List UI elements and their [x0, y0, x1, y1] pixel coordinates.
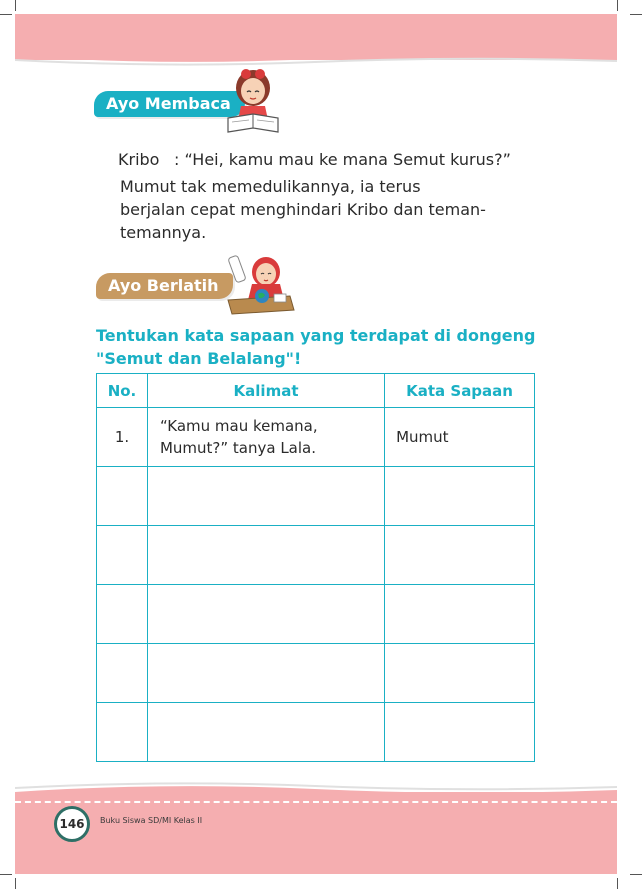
crop-mark — [630, 874, 642, 875]
cell-kalimat[interactable] — [147, 526, 384, 585]
narration-paragraph — [120, 175, 540, 244]
cell-no[interactable] — [97, 526, 148, 585]
cell-no: 1. — [97, 408, 148, 467]
cell-no[interactable] — [97, 644, 148, 703]
crop-mark — [0, 14, 12, 15]
cell-kata-sapaan[interactable] — [385, 585, 535, 644]
footer-band — [15, 792, 617, 874]
dialog-separator: : — [174, 150, 180, 169]
cell-kata-sapaan[interactable] — [385, 703, 535, 762]
ayo-berlatih-label: Ayo Berlatih — [96, 273, 233, 299]
instruction-text — [96, 324, 536, 370]
table-row — [97, 467, 535, 526]
ayo-membaca-label: Ayo Membaca — [94, 91, 245, 117]
greeting-table — [96, 373, 535, 762]
cell-kalimat[interactable] — [147, 644, 384, 703]
cell-kalimat[interactable] — [147, 703, 384, 762]
book-title: Buku Siswa SD/MI Kelas II — [100, 816, 203, 825]
kalimat-line: Mumut?” tanya Lala. — [159, 439, 316, 457]
header-kata-sapaan: Kata Sapaan — [385, 374, 535, 408]
table-row — [97, 526, 535, 585]
table-row — [97, 585, 535, 644]
cell-kata-sapaan[interactable] — [385, 526, 535, 585]
crop-mark — [617, 878, 618, 889]
cell-kalimat[interactable] — [147, 467, 384, 526]
cell-no[interactable] — [97, 585, 148, 644]
cell-no[interactable] — [97, 467, 148, 526]
instruction-line: "Semut dan Belalang"! — [96, 349, 302, 368]
narration-line: Mumut tak memedulikannya, ia terus — [120, 177, 421, 196]
instruction-line: Tentukan kata sapaan yang terdapat di dongeng — [96, 326, 536, 345]
table-row — [97, 703, 535, 762]
page-number: 146 — [54, 806, 90, 842]
dialog-line — [118, 150, 511, 169]
narration-line: berjalan cepat menghindari Kribo dan teman- — [120, 200, 486, 219]
crop-mark — [617, 0, 618, 11]
table-row — [97, 408, 535, 467]
table-row — [97, 644, 535, 703]
studying-girl-icon — [222, 250, 296, 318]
header-no: No. — [97, 374, 148, 408]
header-wave — [15, 52, 617, 68]
cell-kata-sapaan[interactable] — [385, 644, 535, 703]
crop-mark — [630, 14, 642, 15]
crop-mark — [15, 0, 16, 11]
narration-line: temannya. — [120, 223, 207, 242]
cell-kalimat[interactable] — [147, 585, 384, 644]
crop-mark — [0, 874, 12, 875]
cell-kata-sapaan[interactable] — [385, 467, 535, 526]
reading-girl-icon — [222, 64, 284, 136]
table-header-row — [97, 374, 535, 408]
kalimat-line: “Kamu mau kemana, — [159, 417, 318, 435]
crop-mark — [15, 878, 16, 889]
dialog-text: “Hei, kamu mau ke mana Semut kurus?” — [184, 150, 511, 169]
cell-kalimat — [147, 408, 384, 467]
footer-dash-line — [15, 801, 617, 803]
cell-no[interactable] — [97, 703, 148, 762]
speaker-name: Kribo — [118, 150, 160, 169]
cell-kata-sapaan: Mumut — [385, 408, 535, 467]
header-kalimat: Kalimat — [147, 374, 384, 408]
